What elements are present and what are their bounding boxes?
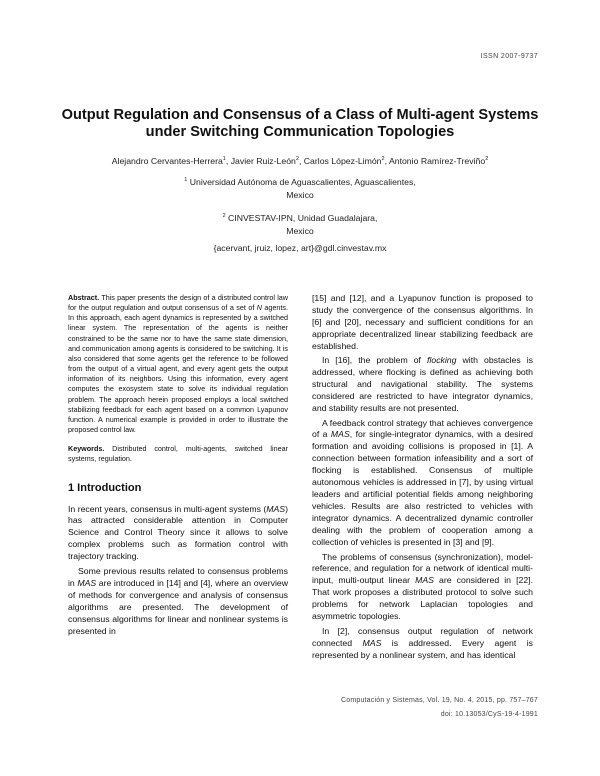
paragraph <box>68 504 288 564</box>
issn-label: ISSN 2007-9737 <box>480 53 538 60</box>
title-line-2: under Switching Communication Topologies <box>145 124 455 140</box>
affiliation-2-mark: 2 <box>222 213 226 220</box>
paragraph-text: In recent years, consensus in multi-agent systems ( <box>68 503 267 514</box>
paragraph-text: are introduced in [14] and [4], where an overview of methods for convergence and analysis of consensus algorithms are presented. The development of consensus algorithms for linear and nonlinear systems is presented in <box>68 577 288 636</box>
author-separator: , <box>225 156 231 166</box>
paragraph-emphasis: MAS <box>415 575 434 586</box>
paper-title <box>50 107 550 141</box>
paragraph <box>312 418 533 549</box>
author-3: Carlos López-Limón <box>303 156 382 166</box>
author-list <box>40 156 560 166</box>
paragraph: [15] and [12], and a Lyapunov function is proposed to study the convergence of the consensus algorithms. In [6] and [20], necessary and sufficient conditions for an appropriate decentralized linear stabilizing feedback are established. <box>312 293 533 351</box>
paragraph-emphasis: MAS <box>362 637 382 648</box>
affiliation-2-line-2: Mexico <box>286 225 314 236</box>
abstract-label: Abstract. <box>68 293 100 302</box>
paragraph <box>312 626 533 662</box>
affiliation-1-line-2: Mexico <box>286 189 314 200</box>
abstract <box>68 293 288 435</box>
paragraph-text: In [16], the problem of <box>322 355 428 366</box>
author-3-affiliation-mark: 2 <box>381 156 385 163</box>
keywords-text: Distributed control, multi-agents, switched linear systems, regulation. <box>68 444 288 464</box>
keywords <box>68 444 288 464</box>
paragraph-text: , for single-integrator dynamics, with a desired formation and avoiding collisions is proposed in [1]. A connection between formation infeasibility and a sort of flocking is established. Consensus of multiple autonomous vehicles is addressed in [7], by using virtual leaders and artificial potential fields among neighboring vehicles. Results are also restricted to vehicles with integrator dynamics. A decentralized dynamic controller dealing with the problem of cooperation among a collection of vehicles is presented in [3] and [9]. <box>312 429 533 548</box>
paragraph-text: In [2], consensus output regulation of network connected <box>312 625 533 648</box>
keywords-label: Keywords. <box>68 444 105 454</box>
abstract-math-n: N <box>256 303 262 313</box>
paragraph <box>68 566 288 638</box>
paragraph-emphasis: MAS <box>330 429 350 440</box>
paragraph-text: with obstacles is addressed, where flocking is defined as achieving both structural and navigational stability. The systems considered are restricted to have integrator dynamics, and stability results are not presented. <box>312 355 533 414</box>
author-separator: , <box>384 156 389 166</box>
paragraph-text: The problems of consensus (synchronization), model-reference, and regulation for a network of identical multi-input, multi-output linear <box>312 551 533 586</box>
affiliation-2-line-1: CINVESTAV-IPN, Unidad Guadalajara, <box>228 213 378 223</box>
footer-journal: Computación y Sistemas, Vol. 19, No. 4, 2015, pp. 757–767 <box>340 697 538 704</box>
affiliation-1-mark: 1 <box>184 177 188 184</box>
paragraph-text: Some previous results related to consensus problems in <box>68 565 288 588</box>
author-2: Javier Ruiz-León <box>230 156 296 166</box>
paragraph <box>312 355 533 415</box>
author-2-affiliation-mark: 2 <box>295 156 299 163</box>
section-heading-introduction: 1 Introduction <box>68 481 142 494</box>
paragraph-emphasis: MAS <box>77 577 97 588</box>
author-1-affiliation-mark: 1 <box>222 156 226 163</box>
author-emails: {acervant, jruiz, lopez, art}@gdl.cinvestav.mx <box>213 243 387 253</box>
paragraph-emphasis: MAS <box>266 503 286 514</box>
left-column <box>68 293 288 640</box>
affiliation-2 <box>100 212 500 237</box>
title-line-1: Output Regulation and Consensus of a Class of Multi-agent Systems <box>61 107 539 123</box>
author-1: Alejandro Cervantes-Herrera <box>111 156 223 166</box>
paragraph-text: A feedback control strategy that achieves convergence of a <box>312 417 533 440</box>
footer-doi: doi: 10.13053/CyS-19-4-1991 <box>440 711 538 718</box>
paragraph <box>312 552 533 624</box>
right-column <box>312 293 533 664</box>
paragraph-text: is addressed. Every agent is represented by a nonlinear system, and has identical <box>312 637 533 660</box>
author-separator: , <box>298 156 304 166</box>
affiliation-1-line-1: Universidad Autónoma de Aguascalientes, Aguascalientes, <box>189 177 416 187</box>
paragraph-emphasis: flocking <box>427 355 457 366</box>
affiliation-1 <box>100 176 500 201</box>
author-4: Antonio Ramírez-Treviño <box>388 156 486 166</box>
abstract-text-1: This paper presents the design of a distributed control law for the output regulation and output consensus of a set of <box>68 293 288 313</box>
author-4-affiliation-mark: 2 <box>485 156 489 163</box>
paragraph-text: ) has attracted considerable attention in Computer Science and Control Theory since it allows to solve complex problems such as formation control with trajectory tracking. <box>68 503 288 562</box>
abstract-text-2: agents. In this approach, each agent dynamics is represented by a switched linear system. The representation of the agents is neither constrained to be the same nor to have the same state dimension, and communication among agents is considered to be switching. It is also considered that some agents get the reference to be followed from the output of a virtual agent, and every agent gets the output information of its neighbors. Using this information, every agent computes the exosystem state to solve its individual regulation problem. The approach herein proposed employs a local switched stabilizing feedback for each agent based on a common Lyapunov function. A numerical example is provided in order to illustrate the proposed control law. <box>68 303 288 435</box>
paragraph-text: are considered in [22]. That work proposes a distributed protocol to solve such problems for network Laplacian topologies and asymmetric topologies. <box>312 575 533 622</box>
